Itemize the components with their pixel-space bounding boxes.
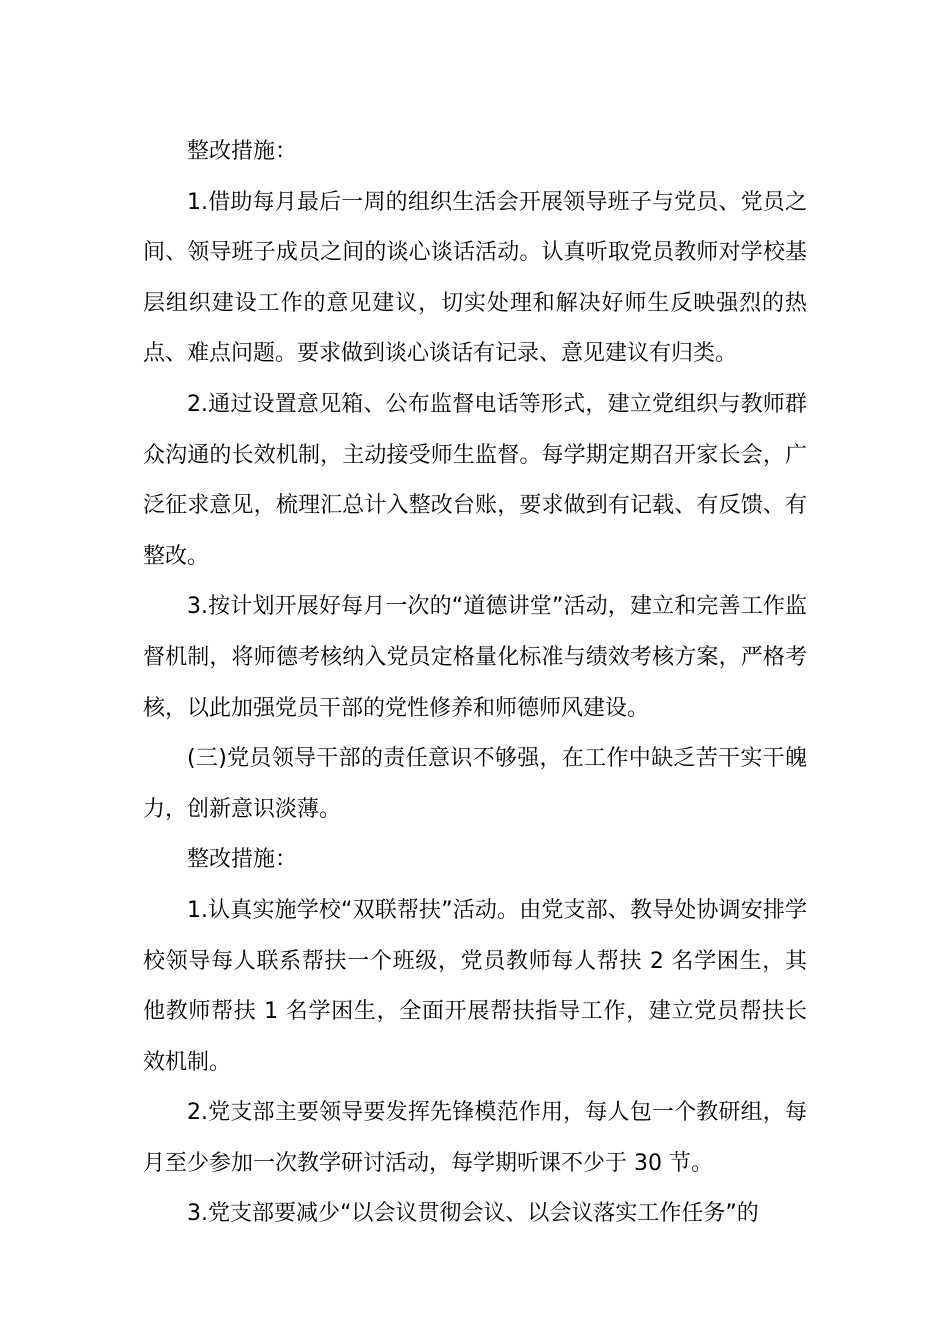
paragraph-measure-3-ethics-hall: 3.按计划开展好每月一次的“道德讲堂”活动，建立和完善工作监督机制，将师德考核纳入党员定格量化标准与绩效考核方案，严格考核，以此加强党员干部的党性修养和师德师风建设。 [143,594,807,721]
paragraph-measure-1-assistance: 1.认真实施学校“双联帮扶”活动。由党支部、教导处协调安排学校领导每人联系帮扶一个班级，党员教师每人帮扶 2 名学困生，其他教师帮扶 1 名学困生，全面开展帮扶指导工作，建立党员帮扶长效机制。 [143,897,807,1075]
paragraph-measure-1-talks: 1.借助每月最后一周的组织生活会开展领导班子与党员、党员之间、领导班子成员之间的谈心谈话活动。认真听取党员教师对学校基层组织建设工作的意见建议，切实处理和解决好师生反映强烈的热点、难点问题。要求做到谈心谈话有记录、意见建议有归类。 [143,189,807,367]
paragraph-measure-3-meetings: 3.党支部要减少“以会议贯彻会议、以会议落实工作任务”的 [187,1201,759,1227]
paragraph-measure-2-leadership: 2.党支部主要领导要发挥先锋模范作用，每人包一个教研组，每月至少参加一次教学研讨活动，每学期听课不少于 30 节。 [143,1100,807,1176]
paragraph-issue-3-responsibility: (三)党员领导干部的责任意识不够强，在工作中缺乏苦干实干魄力，创新意识淡薄。 [143,746,807,822]
paragraph-measure-2-supervision: 2.通过设置意见箱、公布监督电话等形式，建立党组织与教师群众沟通的长效机制，主动接受师生监督。每学期定期召开家长会，广泛征求意见，梳理汇总计入整改台账，要求做到有记载、有反馈、有整改。 [143,391,807,569]
document-body [143,127,807,1240]
paragraph-rectification-heading-1: 整改措施： [187,139,298,164]
paragraph-rectification-heading-2: 整改措施： [187,847,298,873]
